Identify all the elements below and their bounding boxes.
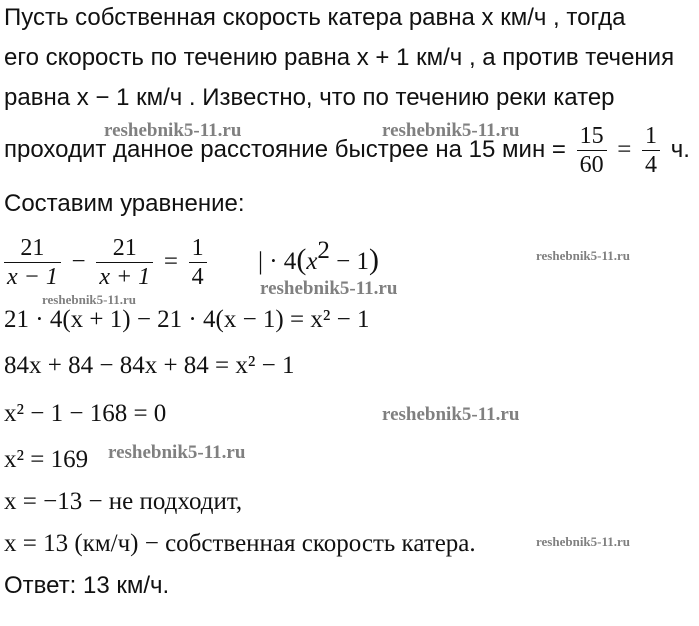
equation-2: 21 · 4(x + 1) − 21 · 4(x − 1) = x² − 1 (4, 306, 370, 333)
text-line-2: его скорость по течению равна x + 1 км/ч , а против течения (4, 44, 675, 71)
equals-sign: = (163, 248, 178, 275)
watermark: reshebnik5-11.ru (42, 292, 137, 307)
fraction-1-4 (642, 124, 660, 177)
fraction-denominator: 4 (191, 264, 204, 291)
expr-rest: − 1 (329, 248, 370, 275)
text-line-3: равна x − 1 км/ч . Известно, что по течению реки катер (4, 84, 615, 111)
equation-3: 84x + 84 − 84x + 84 = x² − 1 (4, 352, 295, 379)
fraction-numerator: 1 (189, 236, 207, 263)
text-line-5: Составим уравнение: (4, 190, 245, 217)
fraction-denominator: 4 (645, 152, 658, 179)
fraction-numerator: 1 (642, 124, 660, 151)
watermark: reshebnik5-11.ru (108, 442, 246, 463)
variable-x: x (306, 248, 318, 275)
watermark: reshebnik5-11.ru (536, 248, 631, 263)
fraction-denominator: x − 1 (7, 264, 58, 291)
watermark: reshebnik5-11.ru (104, 120, 242, 141)
equation-6: x = −13 − не подходит, (4, 488, 243, 515)
watermark: reshebnik5-11.ru (382, 120, 520, 141)
minus-sign: − (71, 248, 86, 275)
exponent: 2 (317, 237, 330, 264)
equals-sign: = (617, 136, 632, 163)
watermark: reshebnik5-11.ru (260, 278, 398, 299)
fraction-1-over-4 (189, 236, 207, 289)
fraction-numerator: 21 (96, 236, 153, 263)
equation-4: x² − 1 − 168 = 0 (4, 400, 167, 427)
equation-7: x = 13 (км/ч) − собственная скорость катера. (4, 530, 476, 557)
fraction-numerator: 21 (4, 236, 61, 263)
answer-line: Ответ: 13 км/ч. (4, 572, 170, 599)
text-line-4-body: проходит данное расстояние быстрее на 15 мин = (4, 136, 566, 163)
fraction-numerator: 15 (577, 124, 607, 151)
watermark: reshebnik5-11.ru (536, 534, 631, 549)
paren-open: ( (296, 243, 307, 276)
watermark: reshebnik5-11.ru (382, 404, 520, 425)
fraction-21-over-x-plus-1 (96, 236, 153, 289)
fraction-denominator: x + 1 (99, 264, 151, 291)
multiply-marker: | · 4 (257, 248, 297, 275)
unit-hours: ч. (670, 136, 690, 163)
equation-5: x² = 169 (4, 446, 89, 473)
fraction-21-over-x-minus-1 (4, 236, 61, 289)
paren-close: ) (369, 243, 380, 276)
fraction-15-60 (577, 124, 607, 177)
fraction-denominator: 60 (579, 152, 604, 179)
text-line-1: Пусть собственная скорость катера равна x км/ч , тогда (4, 4, 626, 31)
